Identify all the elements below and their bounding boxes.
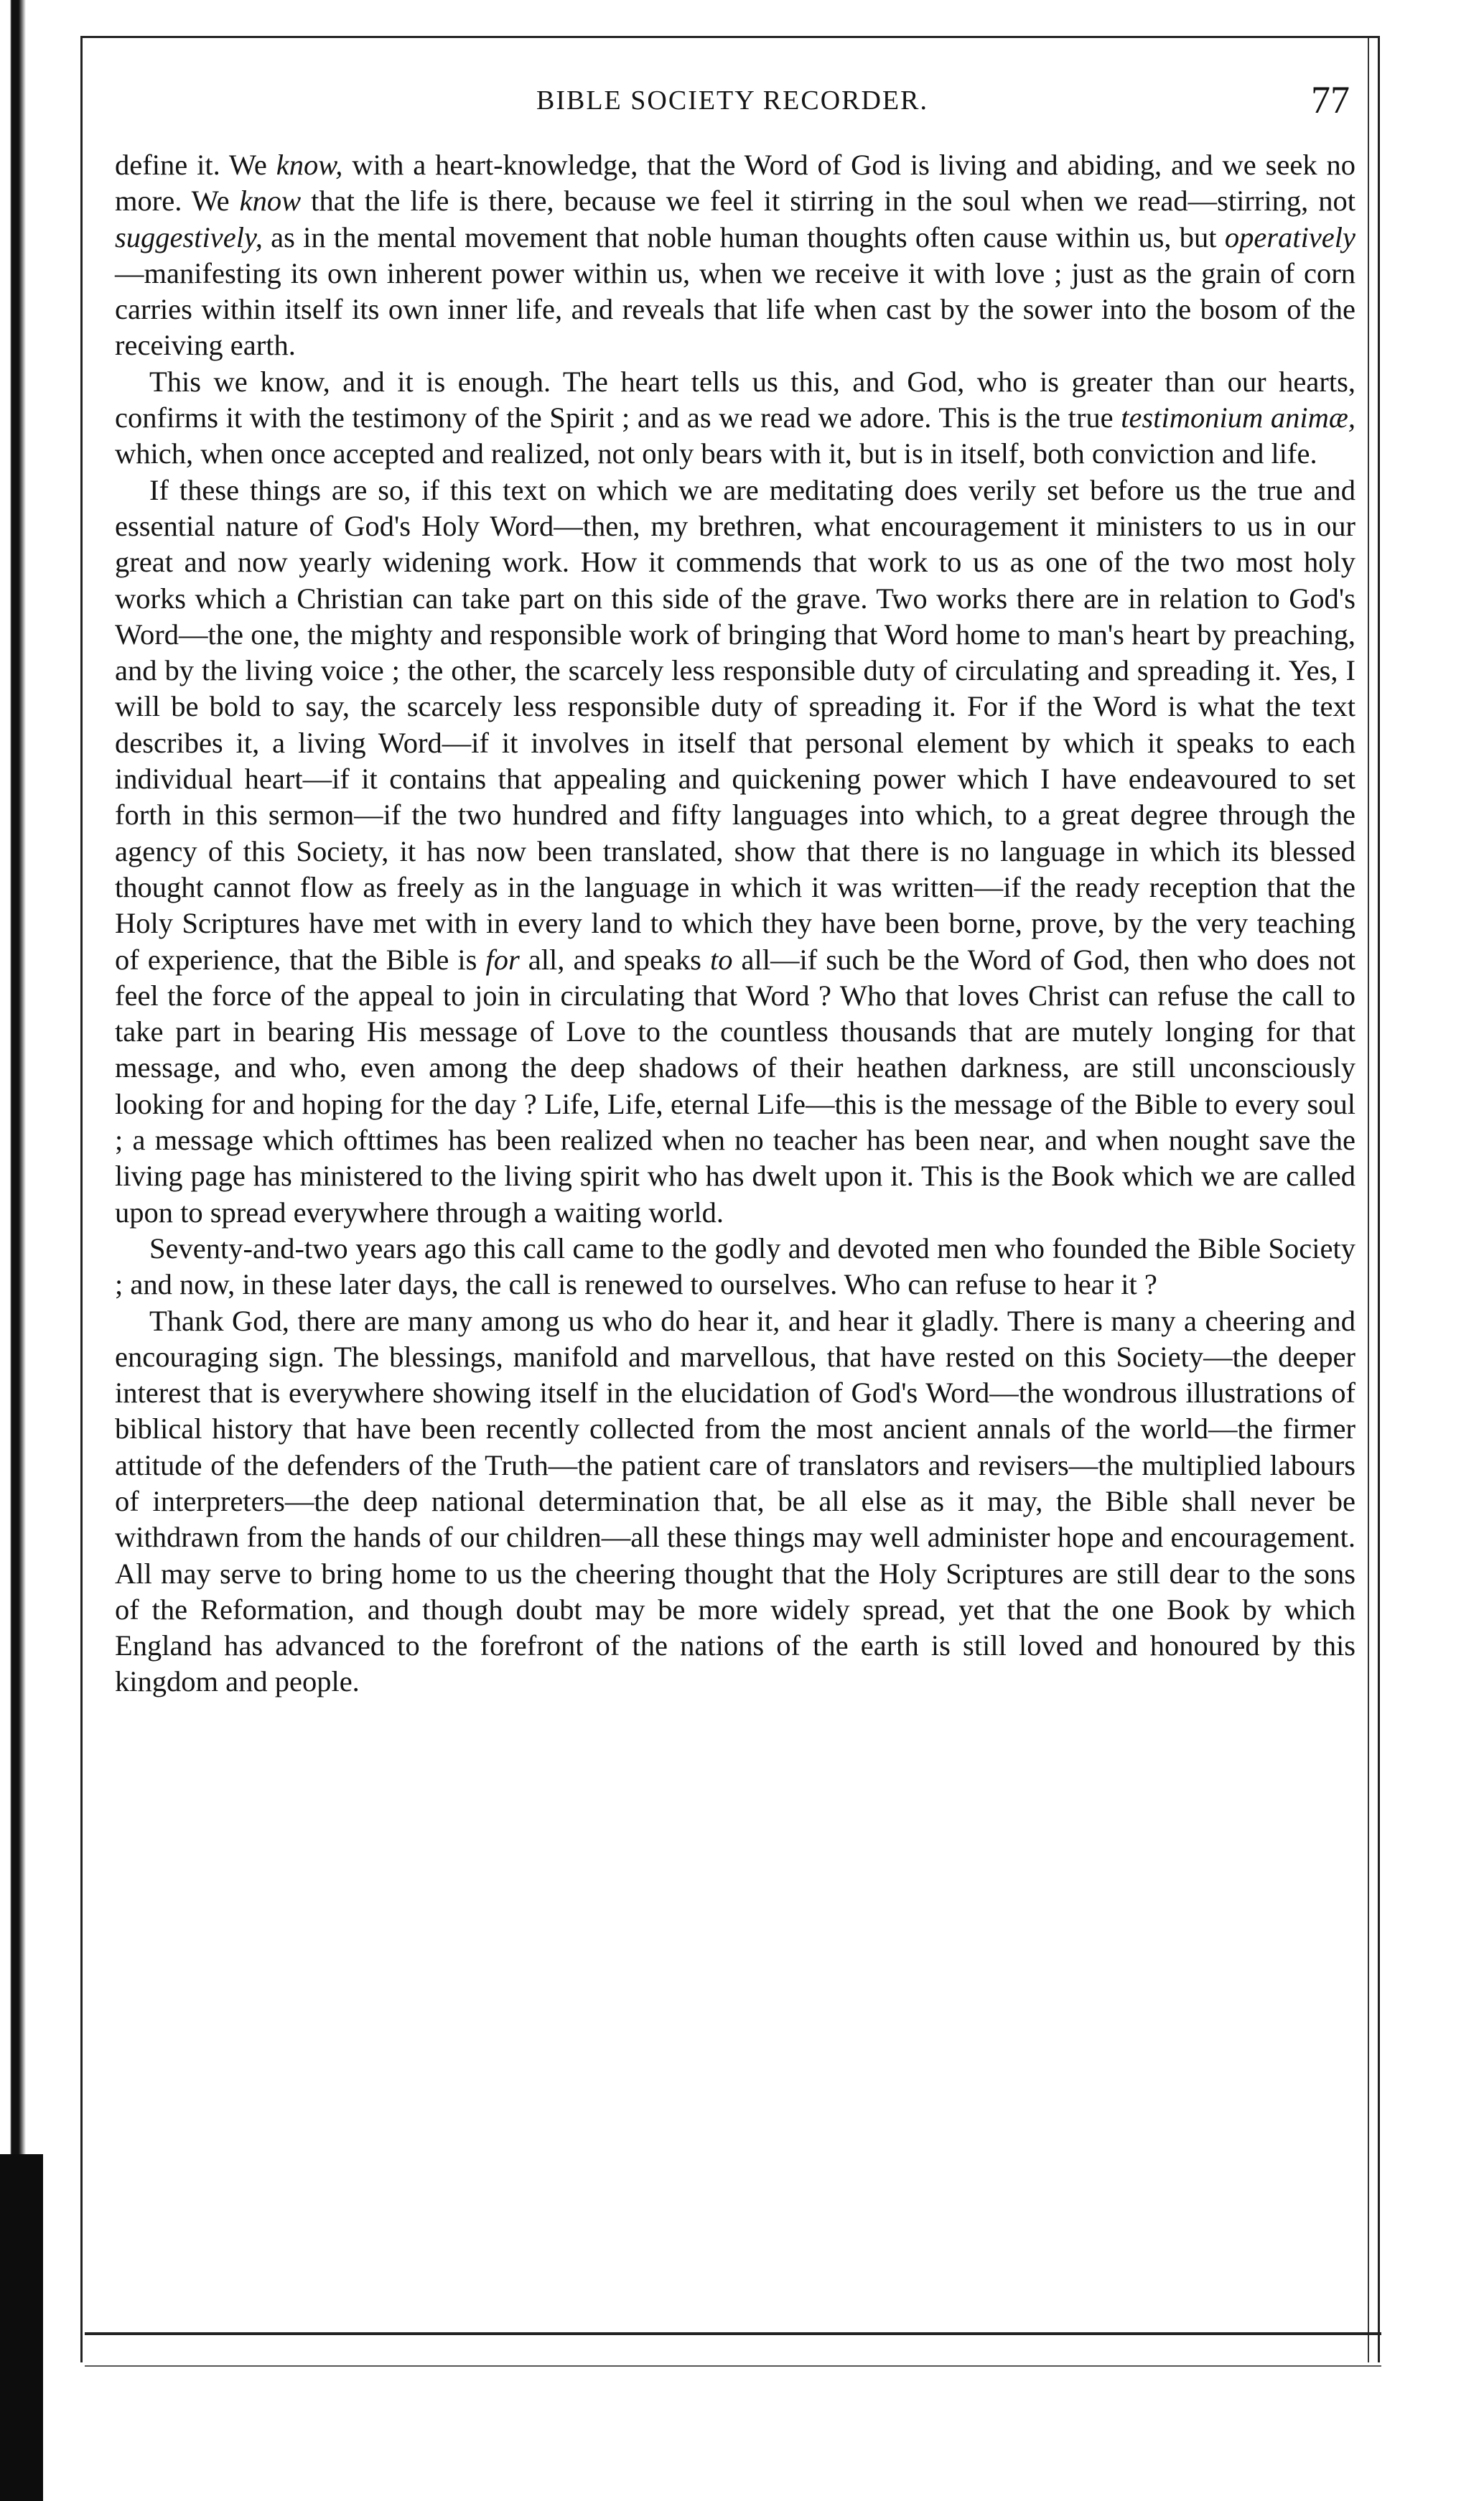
- italic-run: for: [485, 943, 520, 976]
- italic-run: to: [710, 943, 733, 976]
- paragraph: If these things are so, if this text on which we are meditating does verily set before us the true and essential nature of God's Holy Word—then, my brethren, what encouragement it ministers to us in our great and now yearly widening work. How it commends that work to us as one of the two most holy works which a Christian can take part on this side of the grave. Two works there are in relation to God's Word—the one, the mighty and responsible work of bringing that Word home to man's heart by preaching, and by the living voice ; the other, the scarcely less responsible duty of circulating and spreading it. Yes, I will be bold to say, the scarcely less responsible duty of spreading it. For if the Word is what the text describes it, a living Word—if it involves in itself that personal element by which it speaks to each individual heart—if it contains that appealing and quickening power which I have endeavoured to set forth in this sermon—if the two hundred and fifty languages into which, to a great degree through the agency of this Society, it has now been translated, show that there is no language in which its blessed thought cannot flow as freely as in the language in which it was written—if the ready reception that the Holy Scriptures have met with in every land to which they have been borne, prove, by the very teaching of experience, that the Bible is for all, and speaks to all—if such be the Word of God, then who does not feel the force of the appeal to join in circulating that Word ? Who that loves Christ can refuse the call to take part in bearing His message of Love to the countless thousands that are mutely longing for that message, and who, even among the deep shadows of their heathen darkness, are still unconsciously looking for and hoping for the day ? Life, Life, eternal Life—this is the message of the Bible to every soul ; a message which ofttimes has been realized when no teacher has been near, and when nought save the living page has ministered to the living spirit who has dwelt upon it. This is the Book which we are called upon to spread everywhere through a waiting world.: [115, 473, 1355, 1229]
- italic-run: testimonium animæ,: [1121, 401, 1355, 434]
- page-number: 77: [1311, 78, 1350, 121]
- paragraph: define it. We know, with a heart-knowledge, that the Word of God is living and abiding, and we seek no more. We know that the life is there, because we feel it stirring in the soul when we read—stirring, not suggestively, as in the mental movement that noble human thoughts often cause within us, but operatively—manifesting its own inherent power within us, when we receive it with love ; just as the grain of corn carries within itself its own inner life, and reveals that life when cast by the sower into the bosom of the receiving earth.: [115, 149, 1355, 362]
- bottom-rule-lower: [85, 2365, 1381, 2367]
- scan-binding-edge: [0, 0, 29, 2501]
- italic-run: operatively: [1224, 220, 1355, 253]
- paragraph: This we know, and it is enough. The heart tells us this, and God, who is greater than our hearts, confirms it with the testimony of the Spirit ; and as we read we adore. This is the true testimonium animæ, which, when once accepted and realized, not only bears with it, but is in itself, both conviction and life.: [115, 365, 1355, 470]
- italic-run: suggestively,: [115, 220, 263, 253]
- italic-run: know: [239, 185, 302, 218]
- paragraph: Thank God, there are many among us who do hear it, and hear it gladly. There is many a cheering and encouraging sign. The blessings, manifold and marvellous, that have rested on this Society—the deeper interest that is everywhere showing itself in the elucidation of God's Word—the wondrous illustrations of biblical history that have been recently collected from the most ancient annals of the world—the firmer attitude of the defenders of the Truth—the patient care of translators and revisers—the multiplied labours of interpreters—the deep national determination that, be all else as it may, the Bible shall never be withdrawn from the hands of our children—all these things may well administer hope and encouragement. All may serve to bring home to us the cheering thought that the Holy Scriptures are still dear to the sons of the Reformation, and though doubt may be more widely spread, yet that the one Book by which England has advanced to the forefront of the nations of the earth is still loved and honoured by this kingdom and people.: [115, 1304, 1355, 1698]
- running-title: BIBLE SOCIETY RECORDER.: [536, 85, 928, 116]
- running-head: [108, 78, 1357, 135]
- right-margin-rule: [1368, 38, 1369, 2362]
- paragraph: Seventy-and-two years ago this call came to the godly and devoted men who founded the Bible Society ; and now, in these later days, the call is renewed to ourselves. Who can refuse to hear it ?: [115, 1231, 1355, 1301]
- italic-run: know,: [276, 149, 343, 181]
- body-text: [115, 147, 1355, 2323]
- scan-shadow: [0, 2154, 43, 2501]
- bottom-rule: [85, 2332, 1381, 2335]
